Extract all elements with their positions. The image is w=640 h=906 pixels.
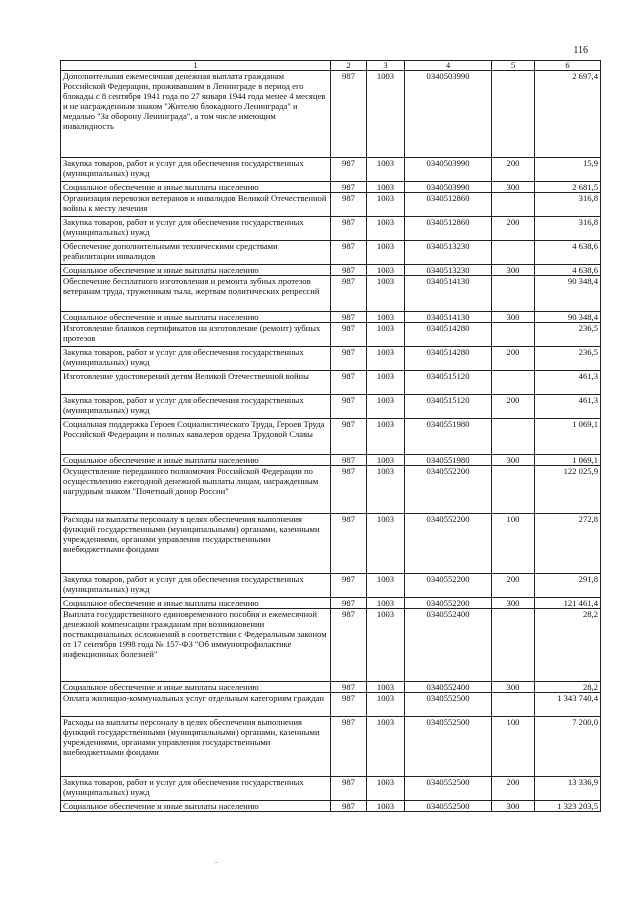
row-target-code: 0340552400 — [405, 682, 492, 693]
table-row — [61, 598, 601, 609]
budget-table — [60, 60, 601, 812]
row-admin-code: 987 — [331, 217, 367, 241]
row-admin-code: 987 — [331, 466, 367, 514]
row-section-code: 1003 — [367, 455, 405, 466]
row-section-code: 1003 — [367, 574, 405, 598]
row-admin-code: 987 — [331, 609, 367, 682]
row-admin-code: 987 — [331, 682, 367, 693]
row-name: Организация перевозки ветеранов и инвалидов Великой Отечественной войны к месту лечения — [61, 193, 331, 217]
table-row — [61, 312, 601, 323]
row-name: Социальное обеспечение и иные выплаты населению — [61, 455, 331, 466]
row-amount: 291,8 — [535, 574, 601, 598]
row-name: Расходы на выплаты персоналу в целях обеспечения выполнения функций государственными (муниципальными) органами, казенными учреждениями, органами управления государственными внебюджетными фондами — [61, 514, 331, 574]
row-admin-code: 987 — [331, 312, 367, 323]
row-type-code — [492, 371, 535, 395]
row-section-code: 1003 — [367, 71, 405, 158]
row-type-code: 100 — [492, 514, 535, 574]
row-amount: 4 638,6 — [535, 265, 601, 276]
row-amount: 15,9 — [535, 158, 601, 182]
row-section-code: 1003 — [367, 682, 405, 693]
row-type-code — [492, 276, 535, 312]
row-amount: 1 069,1 — [535, 455, 601, 466]
table-row — [61, 466, 601, 514]
row-name: Социальное обеспечение и иные выплаты населению — [61, 312, 331, 323]
row-target-code: 0340513230 — [405, 265, 492, 276]
row-admin-code: 987 — [331, 598, 367, 609]
table-row — [61, 419, 601, 455]
row-section-code: 1003 — [367, 182, 405, 193]
row-target-code: 0340512860 — [405, 217, 492, 241]
row-amount: 316,8 — [535, 193, 601, 217]
row-section-code: 1003 — [367, 801, 405, 812]
row-target-code: 0340552500 — [405, 693, 492, 717]
table-row — [61, 182, 601, 193]
row-section-code: 1003 — [367, 276, 405, 312]
row-name: Социальная поддержка Героев Социалистического Труда, Героев Труда Российской Федерации и полных кавалеров ордена Трудовой Славы — [61, 419, 331, 455]
row-name: Закупка товаров, работ и услуг для обеспечения государственных (муниципальных) нужд — [61, 574, 331, 598]
table-row — [61, 609, 601, 682]
row-type-code: 100 — [492, 717, 535, 777]
row-amount: 90 348,4 — [535, 312, 601, 323]
row-amount: 2 681,5 — [535, 182, 601, 193]
row-amount: 2 697,4 — [535, 71, 601, 158]
row-target-code: 0340552400 — [405, 609, 492, 682]
table-row — [61, 217, 601, 241]
table-row — [61, 158, 601, 182]
row-target-code: 0340552200 — [405, 514, 492, 574]
row-admin-code: 987 — [331, 193, 367, 217]
row-name: Социальное обеспечение и иные выплаты населению — [61, 265, 331, 276]
column-header: 5 — [492, 61, 535, 71]
row-amount: 28,2 — [535, 682, 601, 693]
table-row — [61, 323, 601, 347]
table-row — [61, 455, 601, 466]
column-header: 2 — [331, 61, 367, 71]
row-target-code: 0340551980 — [405, 455, 492, 466]
row-section-code: 1003 — [367, 158, 405, 182]
row-admin-code: 987 — [331, 777, 367, 801]
row-type-code — [492, 71, 535, 158]
row-target-code: 0340552500 — [405, 777, 492, 801]
table-row — [61, 276, 601, 312]
row-admin-code: 987 — [331, 693, 367, 717]
row-name: Обеспечение дополнительными техническими средствами реабилитации инвалидов — [61, 241, 331, 265]
row-target-code: 0340552500 — [405, 801, 492, 812]
column-header: 6 — [535, 61, 601, 71]
row-section-code: 1003 — [367, 193, 405, 217]
table-row — [61, 514, 601, 574]
row-name: Закупка товаров, работ и услуг для обеспечения государственных (муниципальных) нужд — [61, 217, 331, 241]
row-amount: 272,8 — [535, 514, 601, 574]
row-section-code: 1003 — [367, 217, 405, 241]
table-body — [61, 71, 601, 812]
table-row — [61, 395, 601, 419]
row-type-code: 300 — [492, 265, 535, 276]
row-type-code: 300 — [492, 312, 535, 323]
row-type-code: 300 — [492, 801, 535, 812]
row-target-code: 0340512860 — [405, 193, 492, 217]
row-name: Выплата государственного единовременного пособия и ежемесячной денежной компенсации гражданам при возникновении поствакцинальных осложнений в соответствии с Федеральным законом от 17 сентября 1998 года № 157-ФЗ "Об иммунопрофилактике инфекционных болезней" — [61, 609, 331, 682]
row-amount: 236,5 — [535, 323, 601, 347]
row-section-code: 1003 — [367, 347, 405, 371]
row-target-code: 0340514130 — [405, 312, 492, 323]
row-amount: 1 323 203,5 — [535, 801, 601, 812]
table-row — [61, 193, 601, 217]
row-name: Обеспечение бесплатного изготовления и ремонта зубных протезов ветеранам труда, труженикам тыла, жертвам политических репрессий — [61, 276, 331, 312]
row-type-code — [492, 241, 535, 265]
row-name: Расходы на выплаты персоналу в целях обеспечения выполнения функций государственными (муниципальными) органами, казенными учреждениями, органами управления государственными внебюджетными фондами — [61, 717, 331, 777]
row-amount: 316,8 — [535, 217, 601, 241]
table-row — [61, 717, 601, 777]
row-target-code: 0340552200 — [405, 598, 492, 609]
row-type-code: 300 — [492, 455, 535, 466]
row-section-code: 1003 — [367, 312, 405, 323]
row-admin-code: 987 — [331, 455, 367, 466]
row-name: Дополнительная ежемесячная денежная выплата гражданам Российской Федерации, проживавшим в Ленинграде в период его блокады с 8 сентября 1941 года по 27 января 1944 года менее 4 месяцев и не награжденным знаком "Жителю блокадного Ленинграда" и медалью "За оборону Ленинграда", а том числе имеющим инвалидность — [61, 71, 331, 158]
row-type-code — [492, 466, 535, 514]
table-row — [61, 693, 601, 717]
row-amount: 7 200,0 — [535, 717, 601, 777]
row-name: Осуществление переданного полномочия Российской Федерации по осуществлению ежегодной денежной выплаты лицам, награжденным нагрудным знаком "Почетный донор России" — [61, 466, 331, 514]
row-admin-code: 987 — [331, 71, 367, 158]
row-section-code: 1003 — [367, 693, 405, 717]
row-section-code: 1003 — [367, 371, 405, 395]
row-type-code: 300 — [492, 682, 535, 693]
row-section-code: 1003 — [367, 395, 405, 419]
row-type-code — [492, 693, 535, 717]
row-target-code: 0340513230 — [405, 241, 492, 265]
row-name: Оплата жилищно-коммунальных услуг отдельным категориям граждан — [61, 693, 331, 717]
row-name: Изготовление удостоверений детям Великой Отечественной войны — [61, 371, 331, 395]
row-amount: 461,3 — [535, 395, 601, 419]
row-target-code: 0340514280 — [405, 323, 492, 347]
row-type-code — [492, 419, 535, 455]
row-admin-code: 987 — [331, 395, 367, 419]
row-amount: 121 461,4 — [535, 598, 601, 609]
row-target-code: 0340515120 — [405, 371, 492, 395]
row-target-code: 0340515120 — [405, 395, 492, 419]
table-row — [61, 347, 601, 371]
row-target-code: 0340503990 — [405, 71, 492, 158]
row-name: Социальное обеспечение и иные выплаты населению — [61, 598, 331, 609]
row-type-code: 200 — [492, 347, 535, 371]
row-amount: 236,5 — [535, 347, 601, 371]
row-type-code — [492, 323, 535, 347]
row-admin-code: 987 — [331, 276, 367, 312]
row-type-code: 200 — [492, 395, 535, 419]
column-header: 1 — [61, 61, 331, 71]
row-section-code: 1003 — [367, 777, 405, 801]
row-section-code: 1003 — [367, 419, 405, 455]
row-target-code: 0340552200 — [405, 574, 492, 598]
row-name: Социальное обеспечение и иные выплаты населению — [61, 182, 331, 193]
row-section-code: 1003 — [367, 323, 405, 347]
row-name: Закупка товаров, работ и услуг для обеспечения государственных (муниципальных) нужд — [61, 158, 331, 182]
row-target-code: 0340503990 — [405, 182, 492, 193]
row-section-code: 1003 — [367, 241, 405, 265]
row-target-code: 0340552500 — [405, 717, 492, 777]
row-admin-code: 987 — [331, 323, 367, 347]
table-row — [61, 777, 601, 801]
row-name: Изготовление бланков сертификатов на изготовление (ремонт) зубных протезов — [61, 323, 331, 347]
row-admin-code: 987 — [331, 574, 367, 598]
row-type-code: 200 — [492, 777, 535, 801]
table-row — [61, 265, 601, 276]
row-admin-code: 987 — [331, 514, 367, 574]
row-target-code: 0340503990 — [405, 158, 492, 182]
row-type-code: 300 — [492, 182, 535, 193]
row-admin-code: 987 — [331, 241, 367, 265]
row-name: Закупка товаров, работ и услуг для обеспечения государственных (муниципальных) нужд — [61, 347, 331, 371]
row-admin-code: 987 — [331, 158, 367, 182]
row-section-code: 1003 — [367, 466, 405, 514]
row-type-code: 200 — [492, 574, 535, 598]
header-row — [61, 61, 601, 71]
row-admin-code: 987 — [331, 347, 367, 371]
row-target-code: 0340514280 — [405, 347, 492, 371]
row-name: Социальное обеспечение и иные выплаты населению — [61, 801, 331, 812]
row-admin-code: 987 — [331, 801, 367, 812]
row-section-code: 1003 — [367, 265, 405, 276]
table-row — [61, 241, 601, 265]
row-amount: 122 025,9 — [535, 466, 601, 514]
table-row — [61, 371, 601, 395]
row-amount: 1 069,1 — [535, 419, 601, 455]
row-target-code: 0340551980 — [405, 419, 492, 455]
row-amount: 461,3 — [535, 371, 601, 395]
row-target-code: 0340552200 — [405, 466, 492, 514]
table-row — [61, 801, 601, 812]
row-name: Закупка товаров, работ и услуг для обеспечения государственных (муниципальных) нужд — [61, 395, 331, 419]
row-section-code: 1003 — [367, 609, 405, 682]
row-amount: 4 638,6 — [535, 241, 601, 265]
row-amount: 1 343 740,4 — [535, 693, 601, 717]
row-type-code — [492, 609, 535, 682]
row-type-code: 200 — [492, 158, 535, 182]
row-admin-code: 987 — [331, 371, 367, 395]
row-section-code: 1003 — [367, 598, 405, 609]
row-type-code: 200 — [492, 217, 535, 241]
row-name: Социальное обеспечение и иные выплаты населению — [61, 682, 331, 693]
table-row — [61, 574, 601, 598]
row-admin-code: 987 — [331, 265, 367, 276]
row-admin-code: 987 — [331, 182, 367, 193]
column-header: 3 — [367, 61, 405, 71]
row-target-code: 0340514130 — [405, 276, 492, 312]
row-amount: 90 348,4 — [535, 276, 601, 312]
row-section-code: 1003 — [367, 514, 405, 574]
table-row — [61, 682, 601, 693]
row-amount: 13 336,9 — [535, 777, 601, 801]
page-number: 116 — [573, 45, 588, 56]
row-admin-code: 987 — [331, 717, 367, 777]
table-row — [61, 71, 601, 158]
row-type-code: 300 — [492, 598, 535, 609]
footer-mark: . — [215, 855, 218, 865]
row-name: Закупка товаров, работ и услуг для обеспечения государственных (муниципальных) нужд — [61, 777, 331, 801]
row-admin-code: 987 — [331, 419, 367, 455]
row-type-code — [492, 193, 535, 217]
row-section-code: 1003 — [367, 717, 405, 777]
column-header: 4 — [405, 61, 492, 71]
row-amount: 28,2 — [535, 609, 601, 682]
